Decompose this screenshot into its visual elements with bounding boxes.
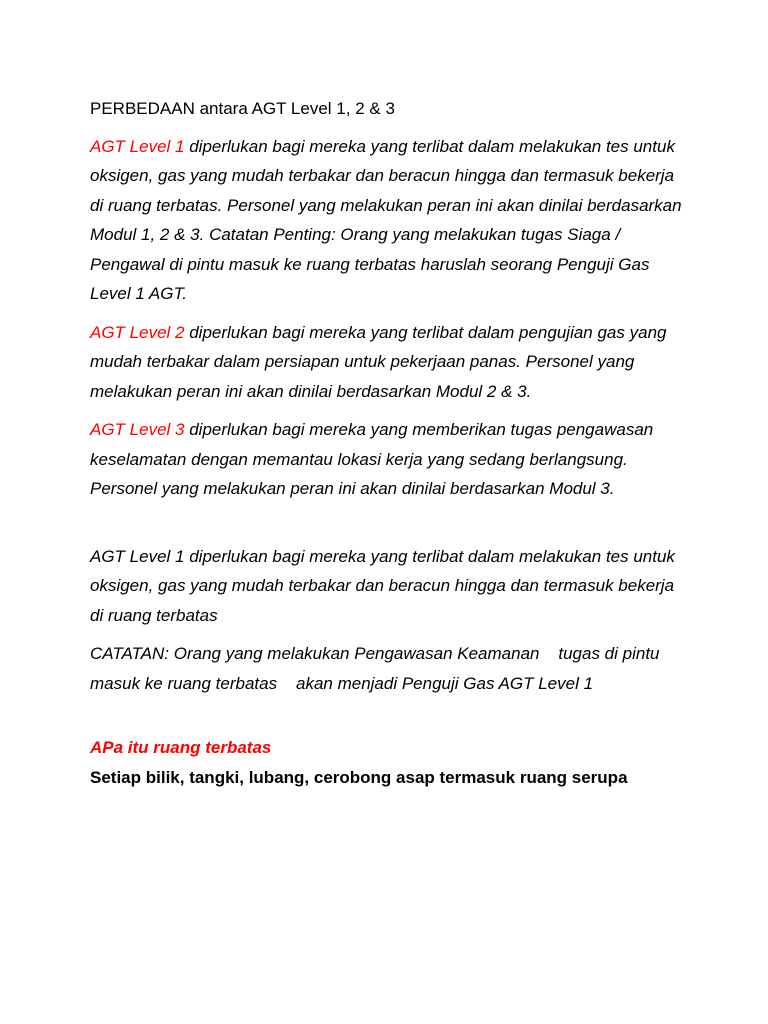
level-2-text: diperlukan bagi mereka yang terlibat dalam pengujian gas yang mudah terbakar dalam persiapan untuk pekerjaan panas. Personel yang melakukan peran ini akan dinilai berdasarkan Modul 2 & 3.	[90, 322, 667, 401]
level-3-text: diperlukan bagi mereka yang memberikan tugas pengawasan keselamatan dengan memantau lokasi kerja yang sedang berlangsung. Personel yang melakukan peran ini akan dinilai berdasarkan Modul 3.	[90, 420, 654, 498]
paragraph-repeat-level-1: AGT Level 1 diperlukan bagi mereka yang terlibat dalam melakukan tes untuk oksigen, gas yang mudah terbakar dan beracun hingga dan termasuk bekerja di ruang terbatas	[90, 546, 675, 625]
section-text: Setiap bilik, tangki, lubang, cerobong asap termasuk ruang serupa	[90, 767, 628, 787]
paragraph-note: CATATAN: Orang yang melakukan Pengawasan Keamanan tugas di pintu masuk ke ruang terbatas akan menjadi Penguji Gas AGT Level 1	[90, 644, 665, 693]
document-page	[90, 94, 690, 792]
blank-spacer	[90, 513, 690, 542]
level-1-text: diperlukan bagi mereka yang terlibat dalam melakukan tes untuk oksigen, gas yang mudah terbakar dan beracun hingga dan termasuk bekerja di ruang terbatas. Personel yang melakukan peran ini akan dinilai berdasarkan Modul 1, 2 & 3. Catatan Penting: Orang yang melakukan tugas Siaga / Pengawal di pintu masuk ke ruang terbatas haruslah seorang Penguji Gas Level 1 AGT.	[90, 136, 682, 303]
level-2-label: AGT Level 2	[90, 322, 185, 342]
level-1-label: AGT Level 1	[90, 136, 185, 156]
section-heading: APa itu ruang terbatas	[90, 738, 272, 757]
blank-spacer-2	[90, 707, 690, 733]
paragraph-level-3	[90, 415, 690, 504]
level-3-label: AGT Level 3	[90, 420, 185, 439]
paragraph-level-2	[90, 318, 690, 407]
document-title: PERBEDAAN antara AGT Level 1, 2 & 3	[90, 99, 395, 118]
paragraph-level-1	[90, 132, 690, 309]
